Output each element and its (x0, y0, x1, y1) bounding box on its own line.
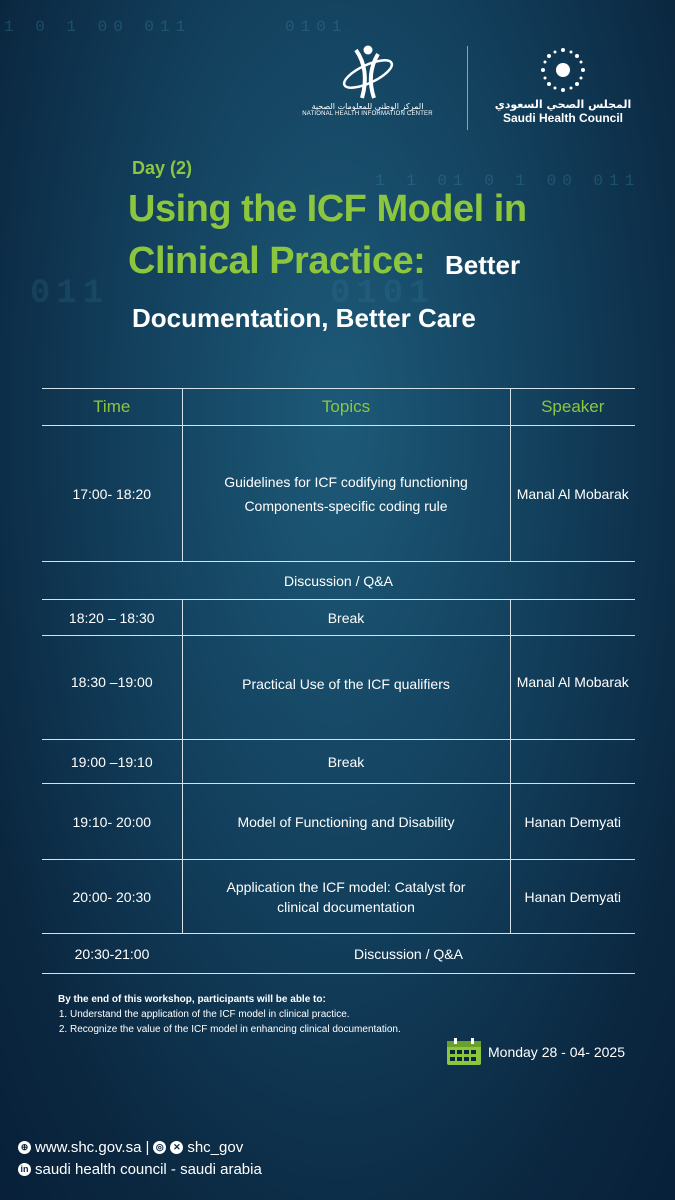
binary-decor: 1 0 1 00 011 (4, 18, 192, 36)
website-link[interactable]: www.shc.gov.sa (35, 1138, 142, 1156)
nhic-english-name: NATIONAL HEALTH INFORMATION CENTER (302, 111, 433, 117)
globe-icon: ⊕ (18, 1141, 31, 1154)
linkedin-icon[interactable]: in (18, 1163, 31, 1176)
learning-outcomes (58, 992, 458, 1037)
title-line-3: Documentation, Better Care (132, 303, 476, 333)
table-row (42, 740, 635, 784)
schedule-table (42, 388, 635, 974)
header-logos (285, 40, 645, 140)
shc-arabic-name: المجلس الصحي السعودي (494, 98, 632, 111)
binary-decor: 0101 (285, 18, 348, 36)
footer (18, 1136, 262, 1180)
row-topic-line: Guidelines for ICF codifying functioning (224, 473, 468, 490)
outcomes-list (58, 1007, 458, 1037)
footer-row-linkedin (18, 1158, 262, 1180)
nhic-emblem-icon (338, 44, 398, 100)
row-time: 20:30-21:00 (42, 934, 182, 974)
row-speaker (510, 600, 635, 636)
table-row (42, 426, 635, 562)
outcomes-heading: By the end of this workshop, participants will be able to: (58, 994, 326, 1005)
row-speaker: Manal Al Mobarak (510, 426, 635, 562)
shc-logo (481, 40, 645, 135)
row-time: 19:00 –19:10 (42, 740, 182, 784)
header-time: Time (42, 389, 182, 426)
x-twitter-icon[interactable]: ✕ (170, 1141, 183, 1154)
header-topics: Topics (182, 389, 510, 426)
row-merged: Discussion / Q&A (42, 562, 635, 600)
shc-emblem-icon (535, 44, 591, 96)
date-label: Monday 28 - 04- 2025 (488, 1044, 625, 1060)
table-row (42, 934, 635, 974)
row-speaker: Hanan Demyati (510, 784, 635, 860)
row-topic: Model of Functioning and Disability (182, 784, 510, 860)
row-time: 19:10- 20:00 (42, 784, 182, 860)
footer-row-web (18, 1136, 262, 1158)
title-line-2-white: Better (445, 250, 521, 280)
row-time: 20:00- 20:30 (42, 860, 182, 934)
row-topic (182, 426, 510, 562)
row-topic: Break (182, 740, 510, 784)
instagram-icon[interactable]: ◎ (153, 1141, 166, 1154)
nhic-arabic-name: المركز الوطني للمعلومات الصحية (311, 102, 424, 111)
day-label: Day (2) (132, 158, 193, 178)
row-time: 17:00- 18:20 (42, 426, 182, 562)
row-speaker: Manal Al Mobarak (510, 636, 635, 740)
linkedin-name[interactable]: saudi health council - saudi arabia (35, 1160, 262, 1178)
list-item: 1. Understand the application of the ICF model in clinical practice. (70, 1007, 458, 1022)
row-topic: Practical Use of the ICF qualifiers (182, 636, 510, 740)
calendar-icon (446, 1038, 482, 1066)
table-header-row (42, 389, 635, 426)
title-line-2: Clinical Practice: (128, 240, 426, 282)
social-handle[interactable]: shc_gov (187, 1138, 244, 1156)
row-topic (182, 860, 510, 934)
table-row (42, 784, 635, 860)
row-topic-line: clinical documentation (277, 898, 415, 915)
binary-decor: 1 1 01 0 1 00 011 (375, 172, 641, 190)
shc-english-name: Saudi Health Council (502, 111, 623, 125)
logo-divider (467, 46, 468, 130)
row-speaker: Hanan Demyati (510, 860, 635, 934)
row-topic-line: Components-specific coding rule (244, 497, 448, 514)
row-speaker (510, 740, 635, 784)
table-row (42, 562, 635, 600)
row-time: 18:20 – 18:30 (42, 600, 182, 636)
header-speaker: Speaker (510, 389, 635, 426)
row-time: 18:30 –19:00 (42, 636, 182, 740)
list-item: 2. Recognize the value of the ICF model in enhancing clinical documentation. (70, 1022, 458, 1037)
binary-decor: 0101 (330, 275, 436, 313)
table-row (42, 636, 635, 740)
separator: | (145, 1138, 150, 1156)
binary-decor: 011 (30, 275, 110, 313)
row-topic: Break (182, 600, 510, 636)
title-line-1: Using the ICF Model in (128, 188, 527, 230)
row-topic-line: Application the ICF model: Catalyst for (226, 878, 466, 895)
table-row (42, 600, 635, 636)
nhic-logo (285, 40, 450, 135)
row-topic: Discussion / Q&A (182, 934, 635, 974)
table-row (42, 860, 635, 934)
